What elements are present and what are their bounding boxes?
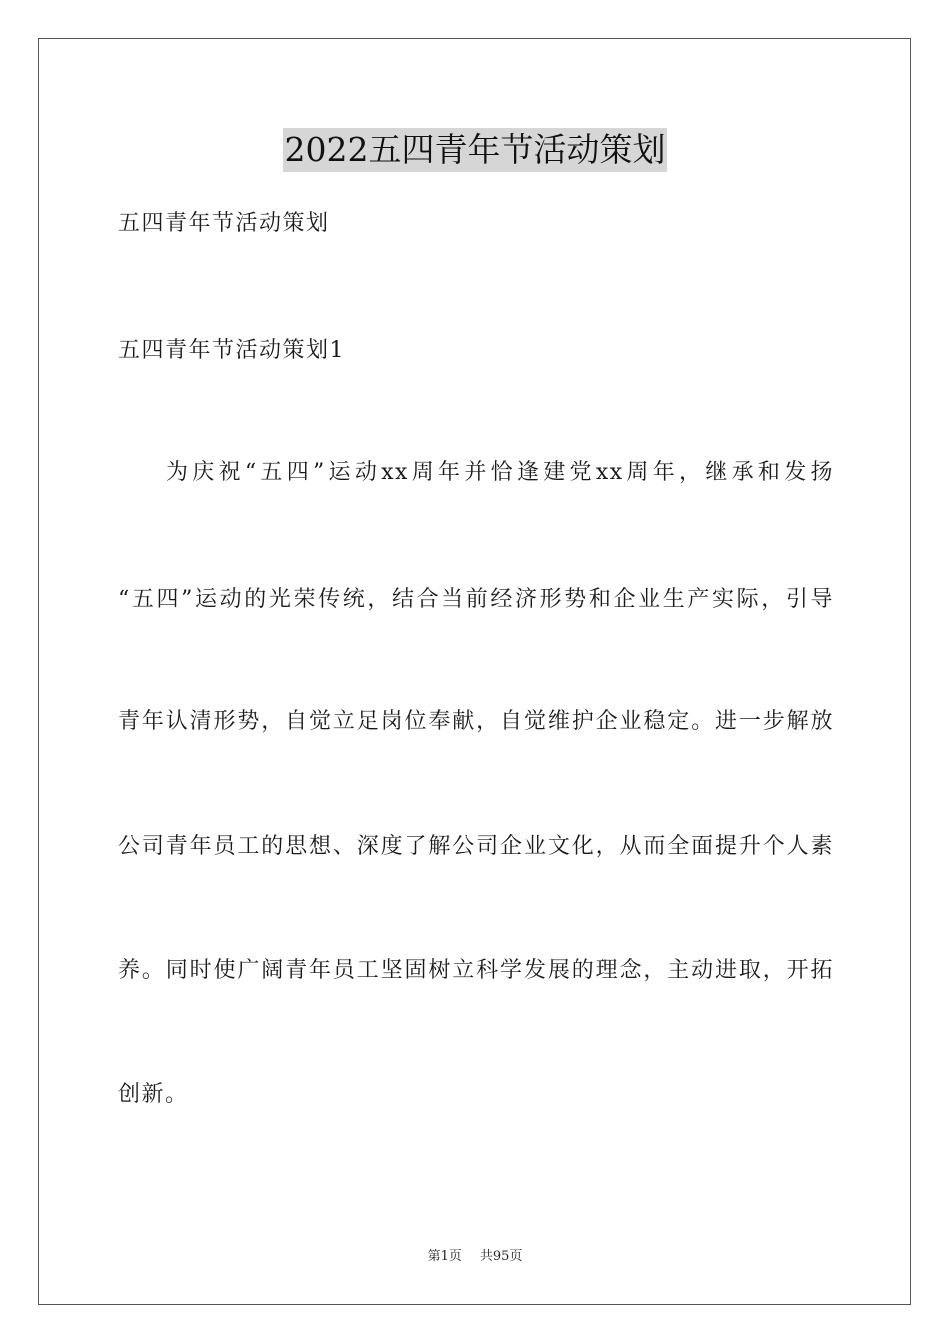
document-title: 2022五四青年节活动策划	[283, 128, 668, 172]
title-wrap	[0, 128, 950, 172]
paragraph-line: 青年认清形势，自觉立足岗位奉献，自觉维护企业稳定。进一步解放	[118, 709, 834, 734]
section-heading: 五四青年节活动策划1	[118, 338, 345, 363]
page-total: 共95页	[479, 1249, 523, 1264]
paragraph-line: 创新。	[118, 1082, 189, 1107]
page-number: 第1页	[427, 1249, 462, 1264]
page-footer	[0, 1248, 950, 1266]
paragraph-line: 为庆祝“五四”运动xx周年并恰逢建党xx周年，继承和发扬	[166, 460, 834, 485]
paragraph-line: 养。同时使广阔青年员工坚固树立科学发展的理念，主动进取，开拓	[118, 958, 834, 983]
paragraph-line: 公司青年员工的思想、深度了解公司企业文化，从而全面提升个人素	[118, 834, 834, 859]
document-subtitle: 五四青年节活动策划	[118, 211, 330, 236]
paragraph-line: “五四”运动的光荣传统，结合当前经济形势和企业生产实际，引导	[118, 587, 834, 612]
